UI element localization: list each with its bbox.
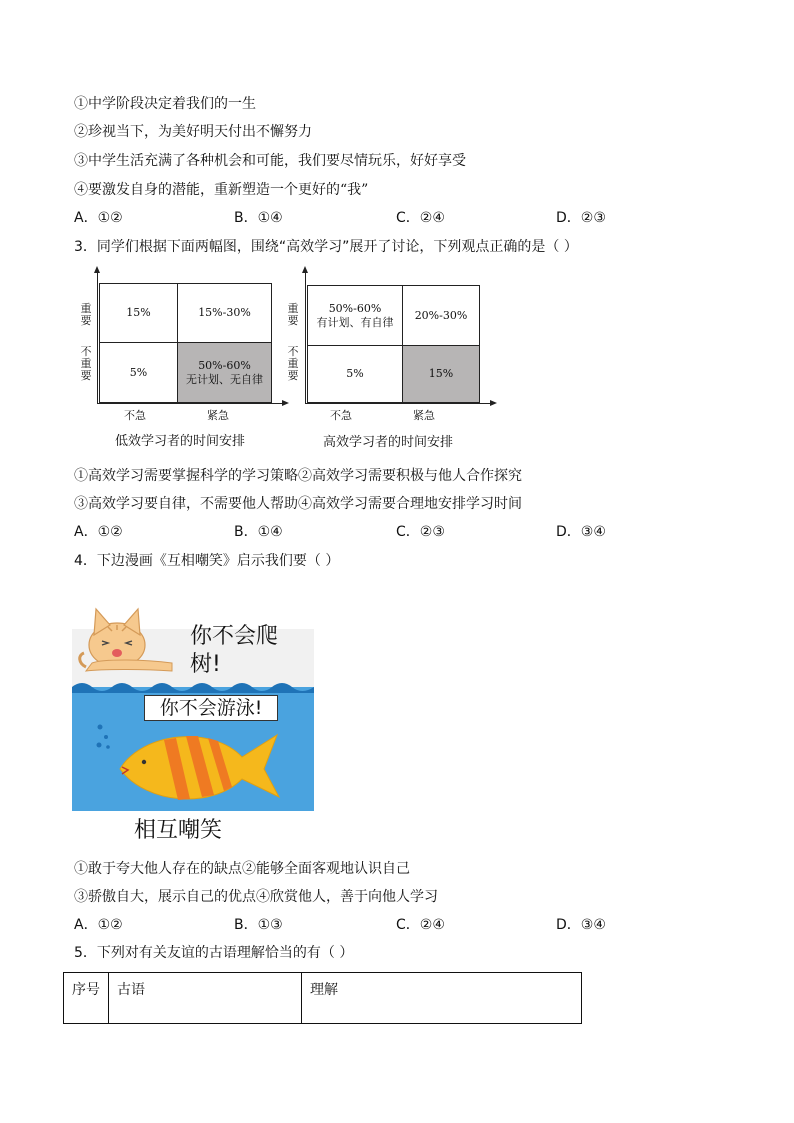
cartoon-mutual-mockery bbox=[72, 597, 314, 847]
q4-option-d[interactable]: D．③④ bbox=[556, 917, 606, 933]
right-cell-important-not-urgent: 50%-60% 有计划、有自律 bbox=[307, 285, 403, 346]
q4-statement-line-2: ③骄傲自大，展示自己的优点④欣赏他人，善于向他人学习 bbox=[74, 889, 438, 905]
q5-table bbox=[63, 972, 582, 1024]
q3-option-a[interactable]: A．①② bbox=[74, 524, 123, 540]
q5-header-ancient-saying: 古语 bbox=[109, 973, 302, 1024]
right-x-axis bbox=[305, 403, 491, 404]
left-cell-important-urgent: 15%-30% bbox=[177, 283, 272, 343]
right-y-axis bbox=[305, 272, 306, 404]
q3-statement-line-1: ①高效学习需要掌握科学的学习策略②高效学习需要积极与他人合作探究 bbox=[74, 468, 522, 484]
q2-statement-1: ①中学阶段决定着我们的一生 bbox=[74, 96, 256, 112]
right-x-label-not-urgent: 不急 bbox=[330, 409, 352, 422]
right-cell-unimportant-not-urgent: 5% bbox=[307, 345, 403, 403]
left-cell-unimportant-urgent: 50%-60% 无计划、无自律 bbox=[177, 342, 272, 403]
q2-option-c[interactable]: C．②④ bbox=[396, 210, 445, 226]
left-x-label-urgent: 紧急 bbox=[207, 409, 229, 422]
left-y-axis bbox=[97, 272, 98, 404]
right-y-label-not-important: 不重要 bbox=[287, 345, 299, 382]
left-x-label-not-urgent: 不急 bbox=[124, 409, 146, 422]
left-cell-unimportant-not-urgent: 5% bbox=[99, 342, 178, 403]
right-cell-unimportant-urgent: 15% bbox=[402, 345, 480, 403]
fish-speech-bubble: 你不会游泳! bbox=[144, 695, 278, 721]
q5-header-understanding: 理解 bbox=[302, 973, 582, 1024]
q2-option-d[interactable]: D．②③ bbox=[556, 210, 606, 226]
left-y-label-important: 重要 bbox=[80, 302, 92, 327]
left-cell-important-not-urgent: 15% bbox=[99, 283, 178, 343]
right-y-label-important: 重要 bbox=[287, 302, 299, 327]
q4-option-b[interactable]: B．①③ bbox=[234, 917, 283, 933]
left-grid-caption: 低效学习者的时间安排 bbox=[115, 434, 246, 449]
right-cell-important-urgent: 20%-30% bbox=[402, 285, 480, 346]
left-x-axis bbox=[97, 403, 283, 404]
right-x-label-urgent: 紧急 bbox=[413, 409, 435, 422]
q4-statement-line-1: ①敢于夸大他人存在的缺点②能够全面客观地认识自己 bbox=[74, 861, 410, 877]
q3-option-b[interactable]: B．①④ bbox=[234, 524, 283, 540]
q2-option-b[interactable]: B．①④ bbox=[234, 210, 283, 226]
q2-statement-4: ④要激发自身的潜能，重新塑造一个更好的“我” bbox=[74, 182, 369, 198]
cartoon-title: 相互嘲笑 bbox=[134, 818, 223, 843]
q2-option-a[interactable]: A．①② bbox=[74, 210, 123, 226]
left-y-arrow bbox=[94, 266, 100, 273]
q4-options bbox=[74, 915, 634, 935]
q3-option-c[interactable]: C．②③ bbox=[396, 524, 445, 540]
q5-header-index: 序号 bbox=[64, 973, 109, 1024]
q4-option-a[interactable]: A．①② bbox=[74, 917, 123, 933]
q2-statement-3: ③中学生活充满了各种机会和可能，我们要尽情玩乐，好好享受 bbox=[74, 153, 466, 169]
q5-table-header-row bbox=[64, 973, 582, 1024]
left-x-arrow bbox=[282, 400, 289, 406]
q3-options bbox=[74, 522, 634, 542]
q4-stem: 4．下边漫画《互相嘲笑》启示我们要（ ） bbox=[74, 553, 340, 569]
q3-stem: 3．同学们根据下面两幅图，围绕“高效学习”展开了讨论，下列观点正确的是（ ） bbox=[74, 239, 578, 255]
q3-statement-line-2: ③高效学习要自律，不需要他人帮助④高效学习需要合理地安排学习时间 bbox=[74, 496, 522, 512]
q3-option-d[interactable]: D．③④ bbox=[556, 524, 606, 540]
cat-speech-bubble: 你不会爬树! bbox=[190, 624, 279, 677]
right-x-arrow bbox=[490, 400, 497, 406]
q4-option-c[interactable]: C．②④ bbox=[396, 917, 445, 933]
left-y-label-not-important: 不重要 bbox=[80, 345, 92, 382]
q5-stem: 5．下列对有关友谊的古语理解恰当的有（ ） bbox=[74, 945, 354, 961]
right-y-arrow bbox=[302, 266, 308, 273]
q2-options bbox=[74, 208, 634, 228]
q2-statement-2: ②珍视当下，为美好明天付出不懈努力 bbox=[74, 124, 312, 140]
right-grid-caption: 高效学习者的时间安排 bbox=[323, 435, 454, 450]
